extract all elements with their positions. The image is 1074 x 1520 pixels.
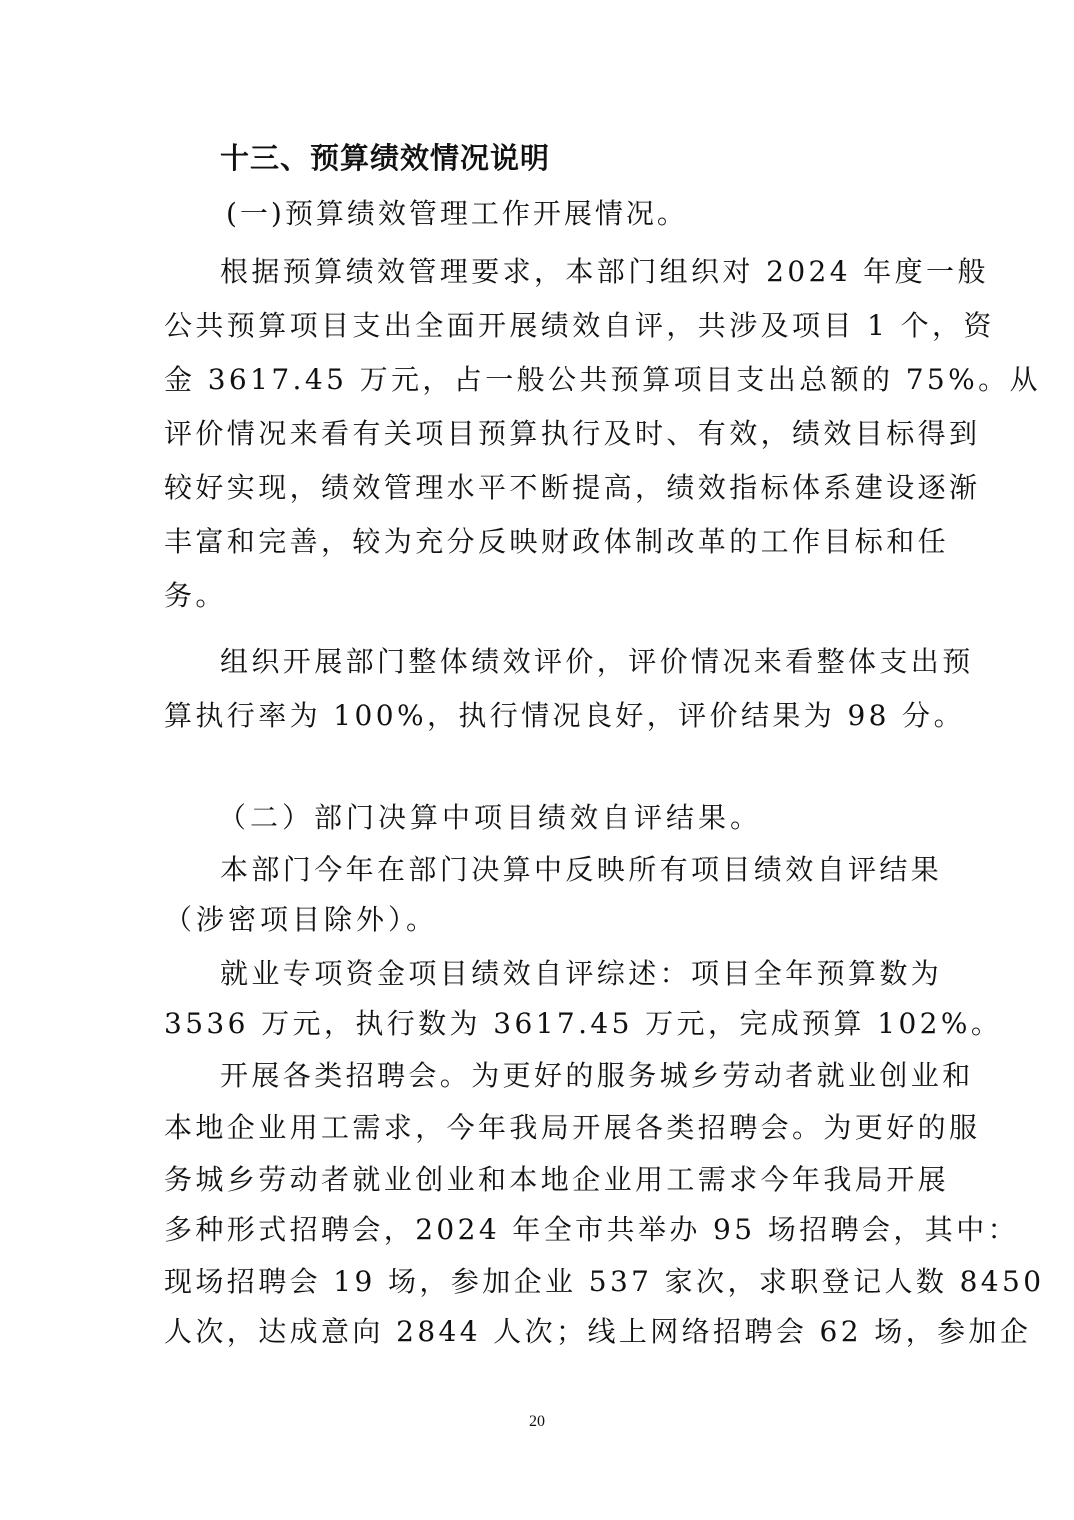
paragraph-5-line: 开展各类招聘会。为更好的服务城乡劳动者就业创业和 [220, 1059, 974, 1092]
paragraph-2-line: 算执行率为 100%，执行情况良好，评价结果为 98 分。 [164, 699, 965, 732]
paragraph-1-line: 务。 [164, 579, 227, 612]
paragraph-1-line: 丰富和完善，较为充分反映财政体制改革的工作目标和任 [164, 525, 950, 558]
paragraph-5-line: 务城乡劳动者就业创业和本地企业用工需求今年我局开展 [164, 1163, 950, 1196]
subsection-1-title: (一)预算绩效管理工作开展情况。 [226, 197, 688, 230]
paragraph-5-line: 人次，达成意向 2844 人次；线上网络招聘会 62 场，参加企 [164, 1315, 1032, 1348]
page-number: 20 [529, 1413, 545, 1430]
section-title: 十三、预算绩效情况说明 [220, 141, 551, 175]
paragraph-1-line: 根据预算绩效管理要求，本部门组织对 2024 年度一般 [220, 255, 989, 288]
paragraph-3-line: 本部门今年在部门决算中反映所有项目绩效自评结果 [220, 853, 943, 886]
paragraph-4-line: 就业专项资金项目绩效自评综述：项目全年预算数为 [220, 957, 943, 990]
paragraph-1-line: 评价情况来看有关项目预算执行及时、有效，绩效目标得到 [164, 417, 981, 450]
paragraph-4-line: 3536 万元，执行数为 3617.45 万元，完成预算 102%。 [164, 1007, 1003, 1040]
paragraph-5-line: 多种形式招聘会，2024 年全市共举办 95 场招聘会，其中： [164, 1213, 1019, 1246]
paragraph-1-line: 金 3617.45 万元，占一般公共预算项目支出总额的 75%。从 [164, 363, 1041, 396]
paragraph-5-line: 本地企业用工需求，今年我局开展各类招聘会。为更好的服 [164, 1111, 981, 1144]
subsection-2-title: （二）部门决算中项目绩效自评结果。 [218, 801, 763, 834]
paragraph-2-line: 组织开展部门整体绩效评价，评价情况来看整体支出预 [220, 645, 974, 678]
paragraph-3-line: （涉密项目除外）。 [164, 903, 439, 936]
paragraph-1-line: 较好实现，绩效管理水平不断提高，绩效指标体系建设逐渐 [164, 471, 981, 504]
paragraph-5-line: 现场招聘会 19 场，参加企业 537 家次，求职登记人数 8450 [164, 1265, 1045, 1298]
paragraph-1-line: 公共预算项目支出全面开展绩效自评，共涉及项目 1 个，资 [164, 309, 995, 342]
